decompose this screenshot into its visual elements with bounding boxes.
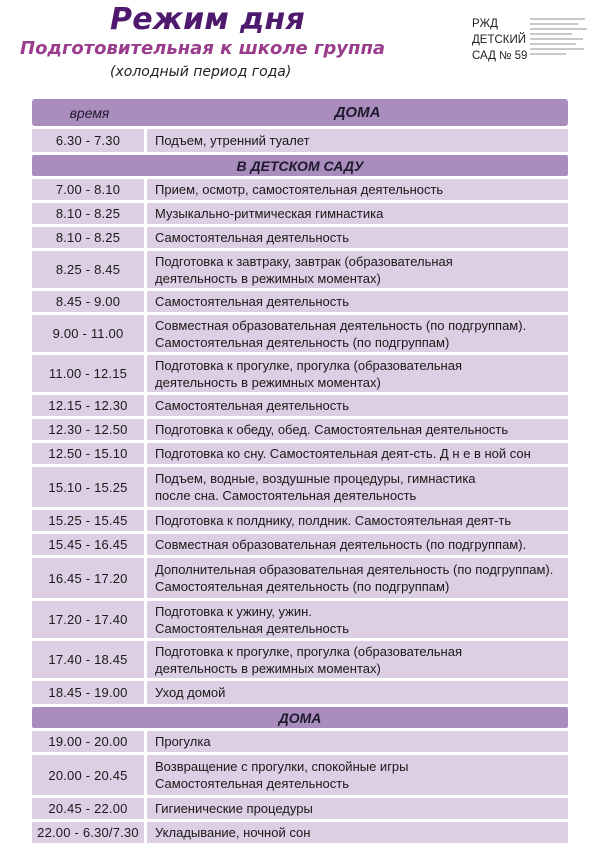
- row-time: 20.45 - 22.00: [32, 798, 144, 819]
- table-row: [32, 443, 568, 464]
- row-time: 8.45 - 9.00: [32, 291, 144, 312]
- row-activity: Совместная образовательная деятельность (по подгруппам). Самостоятельная деятельность (по подгруппам): [147, 315, 568, 352]
- table-row: [32, 467, 568, 507]
- row-activity: Подъем, водные, воздушные процедуры, гимнастика после сна. Самостоятельная деятельность: [147, 467, 568, 507]
- row-activity: Самостоятельная деятельность: [147, 227, 568, 248]
- logo-line-1: РЖД: [472, 18, 498, 30]
- table-row: [32, 355, 568, 392]
- row-time: 6.30 - 7.30: [32, 129, 144, 152]
- daily-schedule-table: [32, 99, 568, 846]
- row-activity: Совместная образовательная деятельность (по подгруппам).: [147, 534, 568, 555]
- row-activity: Подъем, утренний туалет: [147, 129, 568, 152]
- row-activity: Подготовка к обеду, обед. Самостоятельная деятельность: [147, 419, 568, 440]
- table-row: [32, 419, 568, 440]
- table-row: [32, 291, 568, 312]
- row-time: 11.00 - 12.15: [32, 355, 144, 392]
- row-activity: Подготовка ко сну. Самостоятельная деят-сть. Д н е в ной сон: [147, 443, 568, 464]
- row-activity: Гигиенические процедуры: [147, 798, 568, 819]
- row-activity: Подготовка к прогулке, прогулка (образовательная деятельность в режимных моментах): [147, 641, 568, 678]
- row-time: 15.25 - 15.45: [32, 510, 144, 531]
- table-row: [32, 558, 568, 598]
- row-time: 7.00 - 8.10: [32, 179, 144, 200]
- table-row: [32, 179, 568, 200]
- logo-line-2: ДЕТСКИЙ: [472, 34, 527, 46]
- table-row: [32, 203, 568, 224]
- row-activity: Самостоятельная деятельность: [147, 291, 568, 312]
- table-row: [32, 798, 568, 819]
- table-row: [32, 395, 568, 416]
- row-time: 19.00 - 20.00: [32, 731, 144, 752]
- row-activity: Возвращение с прогулки, спокойные игры Самостоятельная деятельность: [147, 755, 568, 795]
- row-activity: Подготовка к ужину, ужин. Самостоятельная деятельность: [147, 601, 568, 638]
- season-period: (холодный период года): [110, 64, 292, 80]
- row-time: 8.10 - 8.25: [32, 227, 144, 248]
- table-row: [32, 681, 568, 704]
- table-row: [32, 315, 568, 352]
- section-header-home-evening: [32, 707, 568, 728]
- logo-text: [472, 16, 527, 64]
- table-row: [32, 251, 568, 288]
- table-row: [32, 755, 568, 795]
- row-time: 12.15 - 12.30: [32, 395, 144, 416]
- page-title: Режим дня: [110, 2, 306, 37]
- row-time: 15.10 - 15.25: [32, 467, 144, 507]
- section-label: ДОМА: [278, 709, 322, 726]
- logo-line-3: САД № 59: [472, 50, 528, 62]
- row-time: 17.20 - 17.40: [32, 601, 144, 638]
- row-time: 15.45 - 16.45: [32, 534, 144, 555]
- row-time: 12.30 - 12.50: [32, 419, 144, 440]
- row-time: 22.00 - 6.30/7.30: [32, 822, 144, 843]
- table-row: [32, 129, 568, 152]
- table-row: [32, 601, 568, 638]
- table-row: [32, 641, 568, 678]
- row-time: 8.10 - 8.25: [32, 203, 144, 224]
- row-activity: Самостоятельная деятельность: [147, 395, 568, 416]
- section-header-home-morning: ДОМА: [334, 104, 381, 121]
- table-row: [32, 822, 568, 843]
- row-activity: Прогулка: [147, 731, 568, 752]
- table-row: [32, 227, 568, 248]
- row-activity: Подготовка к завтраку, завтрак (образовательная деятельность в режимных моментах): [147, 251, 568, 288]
- table-row: [32, 731, 568, 752]
- section-header-kindergarten: [32, 155, 568, 176]
- table-row: [32, 534, 568, 555]
- row-activity: Прием, осмотр, самостоятельная деятельность: [147, 179, 568, 200]
- row-time: 18.45 - 19.00: [32, 681, 144, 704]
- row-time: 20.00 - 20.45: [32, 755, 144, 795]
- group-subtitle: Подготовительная к школе группа: [20, 38, 386, 59]
- table-row: [32, 510, 568, 531]
- row-time: 12.50 - 15.10: [32, 443, 144, 464]
- row-activity: Музыкально-ритмическая гимнастика: [147, 203, 568, 224]
- logo-fine-print: [530, 18, 590, 58]
- row-activity: Подготовка к прогулке, прогулка (образовательная деятельность в режимных моментах): [147, 355, 568, 392]
- row-time: 9.00 - 11.00: [32, 315, 144, 352]
- row-activity: Уход домой: [147, 681, 568, 704]
- column-header-time: время: [69, 104, 110, 121]
- row-time: 16.45 - 17.20: [32, 558, 144, 598]
- kindergarten-logo: [472, 16, 592, 70]
- row-activity: Укладывание, ночной сон: [147, 822, 568, 843]
- section-label: В ДЕТСКОМ САДУ: [236, 157, 364, 174]
- row-time: 8.25 - 8.45: [32, 251, 144, 288]
- table-header-row: [32, 99, 568, 126]
- row-activity: Подготовка к полднику, полдник. Самостоятельная деят-ть: [147, 510, 568, 531]
- row-activity: Дополнительная образовательная деятельность (по подгруппам). Самостоятельная деятельность (по подгруппам): [147, 558, 568, 598]
- row-time: 17.40 - 18.45: [32, 641, 144, 678]
